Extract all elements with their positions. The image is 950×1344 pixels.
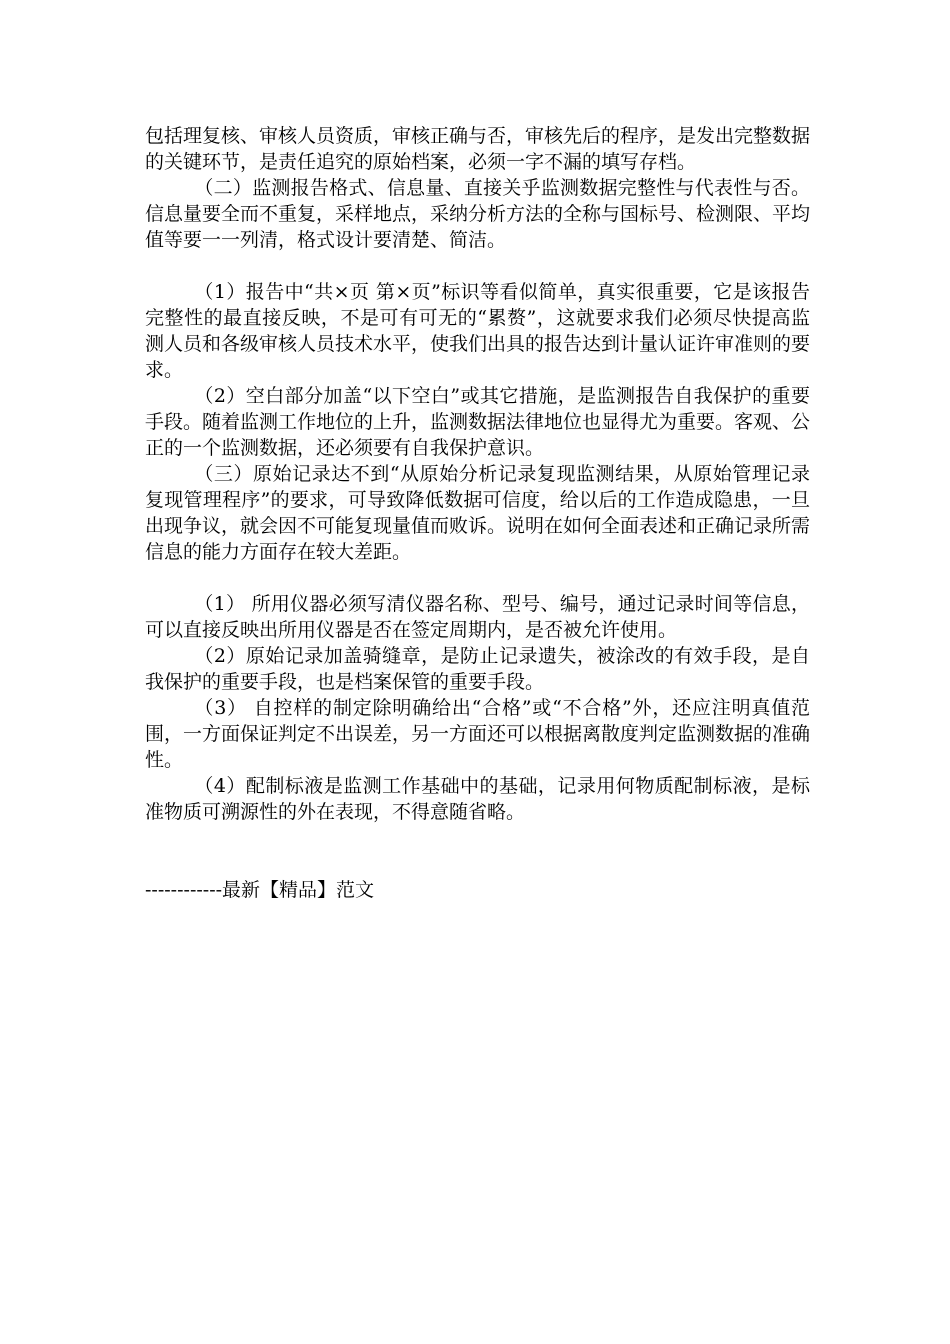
paragraph-page-numbering: （1）报告中“共×页 第×页”标识等看似简单，真实很重要，它是该报告完整性的最直接反映，不是可有可无的“累赘”，这就要求我们必须尽快提高监测人员和各级审核人员技术水平，使我们出具的报告达到计量认证许审准则的要求。 bbox=[145, 281, 811, 381]
paragraph-seal-stamp: （2）原始记录加盖骑缝章，是防止记录遗失，被涂改的有效手段，是自我保护的重要手段，也是档案保管的重要手段。 bbox=[145, 645, 810, 693]
paragraph-spacer bbox=[145, 825, 810, 851]
paragraph-spacer bbox=[145, 565, 810, 591]
paragraph-review-content: 包括理复核、审核人员资质，审核正确与否，审核先后的程序，是发出完整数据的关键环节，是责任追究的原始档案，必须一字不漏的填写存档。 bbox=[145, 125, 811, 173]
paragraph-report-format: （二）监测报告格式、信息量、直接关乎监测数据完整性与代表性与否。信息量要全而不重复，采样地点，采纳分析方法的全称与国标号、检测限、平均值等要一一列清，格式设计要清楚、简洁。 bbox=[145, 177, 811, 251]
paragraph-original-records: （三）原始记录达不到“从原始分析记录复现监测结果，从原始管理记录复现管理程序”的要求，可导致降低数据可信度，给以后的工作造成隐患，一旦出现争议，就会因不可能复现量值而败诉。说明在如何全面表述和正确记录所需信息的能力方面存在较大差距。 bbox=[145, 463, 811, 563]
paragraph-spacer bbox=[145, 851, 810, 877]
paragraph-spacer bbox=[145, 253, 810, 279]
document-page bbox=[145, 123, 810, 903]
paragraph-blank-stamp: （2）空白部分加盖“以下空白”或其它措施，是监测报告自我保护的重要手段。随着监测工作地位的上升，监测数据法律地位也显得尤为重要。客观、公正的一个监测数据，还必须要有自我保护意识。 bbox=[145, 385, 811, 459]
paragraph-instrument-info: （1） 所用仪器必须写清仪器名称、型号、编号，通过记录时间等信息，可以直接反映出所用仪器是否在签定周期内，是否被允许使用。 bbox=[145, 593, 810, 641]
footer-tagline: ------------最新【精品】范文 bbox=[145, 879, 375, 901]
paragraph-control-sample: （3） 自控样的制定除明确给出“合格”或“不合格”外，还应注明真值范围，一方面保证判定不出误差，另一方面还可以根据离散度判定监测数据的准确性。 bbox=[145, 697, 811, 771]
paragraph-standard-solution: （4）配制标液是监测工作基础中的基础，记录用何物质配制标液，是标准物质可溯源性的外在表现，不得意随省略。 bbox=[145, 775, 810, 823]
